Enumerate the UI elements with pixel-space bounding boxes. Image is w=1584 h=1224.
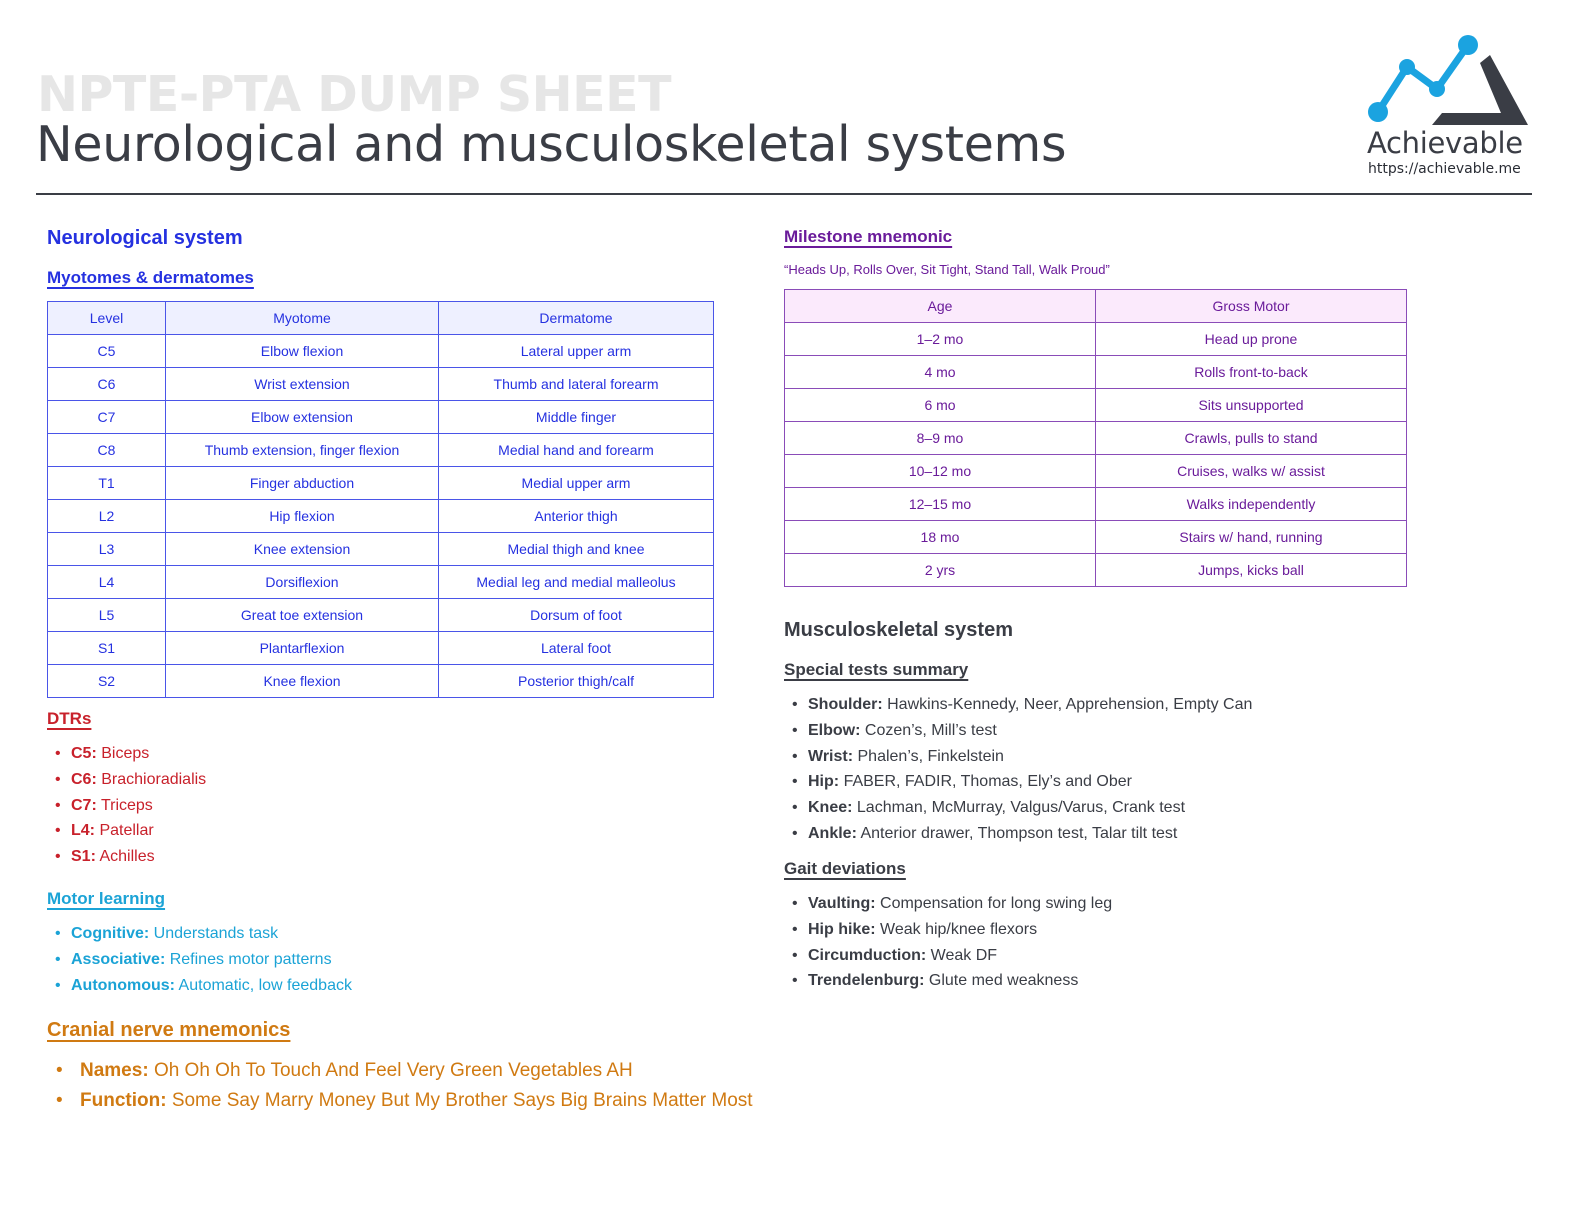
- table-cell: Thumb extension, finger flexion: [166, 434, 439, 467]
- item-text: Some Say Marry Money But My Brother Says Big Brains Matter Most: [171, 1090, 753, 1111]
- list-item: [808, 917, 1112, 943]
- table-cell: T1: [48, 467, 166, 500]
- table-cell: 10–12 mo: [785, 455, 1096, 488]
- table-cell: Hip flexion: [166, 500, 439, 533]
- item-label: Circumduction:: [808, 946, 927, 964]
- table-cell: Elbow extension: [166, 401, 439, 434]
- motor-learning-title: Motor learning: [47, 889, 166, 908]
- item-text: Understands task: [153, 925, 279, 942]
- table-cell: Dorsiflexion: [166, 566, 439, 599]
- table-row: [785, 323, 1407, 356]
- table-header-row: [48, 302, 714, 335]
- item-text: Cozen’s, Mill’s test: [864, 721, 997, 739]
- item-label: Cognitive:: [71, 925, 150, 942]
- table-cell: Great toe extension: [166, 599, 439, 632]
- list-item: [808, 891, 1112, 917]
- table-row: [785, 554, 1407, 587]
- list-item: [71, 921, 352, 947]
- list-item: [808, 692, 1252, 718]
- item-text: Weak DF: [930, 946, 998, 964]
- table-cell: Middle finger: [439, 401, 714, 434]
- item-label: Elbow:: [808, 721, 861, 739]
- column-header: Myotome: [166, 302, 439, 335]
- table-cell: S2: [48, 665, 166, 698]
- dtrs-list: [47, 741, 206, 870]
- item-label: L4:: [71, 822, 95, 840]
- milestone-title: Milestone mnemonic: [784, 227, 953, 246]
- table-row: [48, 434, 714, 467]
- special-tests-list: [784, 692, 1252, 847]
- table-cell: Rolls front-to-back: [1096, 356, 1407, 389]
- table-cell: Wrist extension: [166, 368, 439, 401]
- list-item: [80, 1056, 753, 1086]
- item-text: Anterior drawer, Thompson test, Talar tilt test: [860, 824, 1178, 842]
- table-row: [785, 389, 1407, 422]
- table-cell: Elbow flexion: [166, 335, 439, 368]
- list-item: [808, 718, 1252, 744]
- column-header: Level: [48, 302, 166, 335]
- table-cell: 4 mo: [785, 356, 1096, 389]
- item-label: Vaulting:: [808, 895, 876, 912]
- page-title: Neurological and musculoskeletal systems: [36, 116, 1067, 173]
- table-cell: 2 yrs: [785, 554, 1096, 587]
- table-cell: 18 mo: [785, 521, 1096, 554]
- table-cell: Dorsum of foot: [439, 599, 714, 632]
- sheet-kicker: NPTE-PTA DUMP SHEET: [37, 66, 672, 123]
- special-tests-title: Special tests summary: [784, 660, 969, 679]
- table-row: [48, 368, 714, 401]
- table-row: [48, 335, 714, 368]
- logo-name: Achievable: [1367, 126, 1523, 160]
- item-text: Hawkins-Kennedy, Neer, Apprehension, Empty Can: [887, 696, 1253, 713]
- gait-title: Gait deviations: [784, 859, 906, 878]
- motor-learning-list: [47, 921, 352, 998]
- table-cell: L3: [48, 533, 166, 566]
- table-cell: L4: [48, 566, 166, 599]
- item-text: Lachman, McMurray, Valgus/Varus, Crank test: [856, 799, 1186, 817]
- item-label: Shoulder:: [808, 696, 883, 713]
- neuro-section-title: Neurological system: [47, 227, 243, 249]
- table-row: [48, 500, 714, 533]
- list-item: [71, 947, 352, 973]
- list-item: [71, 844, 206, 870]
- myotomes-title: Myotomes & dermatomes: [47, 268, 254, 287]
- item-label: C6:: [71, 770, 97, 788]
- dtrs-title: DTRs: [47, 709, 92, 728]
- list-item: [808, 968, 1112, 994]
- list-item: [808, 769, 1252, 795]
- item-label: Knee:: [808, 799, 853, 817]
- table-cell: Head up prone: [1096, 323, 1407, 356]
- list-item: [71, 973, 352, 999]
- table-cell: 6 mo: [785, 389, 1096, 422]
- table-cell: L2: [48, 500, 166, 533]
- item-label: Hip:: [808, 773, 840, 791]
- table-row: [48, 566, 714, 599]
- table-cell: 12–15 mo: [785, 488, 1096, 521]
- header-divider: [36, 193, 1532, 195]
- cranial-title: Cranial nerve mnemonics: [47, 1019, 291, 1041]
- list-item: [71, 767, 206, 793]
- table-row: [48, 467, 714, 500]
- table-row: [48, 599, 714, 632]
- table-header-row: [785, 290, 1407, 323]
- table-cell: Lateral upper arm: [439, 335, 714, 368]
- table-cell: 8–9 mo: [785, 422, 1096, 455]
- table-cell: Stairs w/ hand, running: [1096, 521, 1407, 554]
- item-text: Brachioradialis: [101, 770, 207, 788]
- item-text: Triceps: [100, 796, 153, 814]
- table-row: [785, 488, 1407, 521]
- table-cell: Plantarflexion: [166, 632, 439, 665]
- table-row: [48, 665, 714, 698]
- table-cell: C6: [48, 368, 166, 401]
- table-row: [48, 401, 714, 434]
- item-text: Phalen’s, Finkelstein: [857, 747, 1004, 765]
- table-cell: Finger abduction: [166, 467, 439, 500]
- list-item: [808, 943, 1112, 969]
- table-cell: Knee extension: [166, 533, 439, 566]
- table-cell: Anterior thigh: [439, 500, 714, 533]
- item-text: Oh Oh Oh To Touch And Feel Very Green Vegetables AH: [153, 1060, 633, 1081]
- item-label: Ankle:: [808, 824, 857, 842]
- column-header: Gross Motor: [1096, 290, 1407, 323]
- column-header: Dermatome: [439, 302, 714, 335]
- item-label: Trendelenburg:: [808, 972, 925, 990]
- milestone-table: [784, 289, 1407, 587]
- milestone-quote: “Heads Up, Rolls Over, Sit Tight, Stand Tall, Walk Proud”: [784, 262, 1110, 277]
- item-label: Function:: [80, 1090, 167, 1111]
- list-item: [808, 821, 1252, 847]
- table-cell: L5: [48, 599, 166, 632]
- table-cell: Crawls, pulls to stand: [1096, 422, 1407, 455]
- table-cell: Cruises, walks w/ assist: [1096, 455, 1407, 488]
- item-text: FABER, FADIR, Thomas, Ely’s and Ober: [843, 773, 1132, 791]
- item-label: C5:: [71, 745, 97, 762]
- item-text: Glute med weakness: [928, 972, 1079, 990]
- list-item: [71, 741, 206, 767]
- table-cell: Jumps, kicks ball: [1096, 554, 1407, 587]
- list-item: [71, 793, 206, 819]
- musculo-section-title: Musculoskeletal system: [784, 619, 1013, 641]
- table-cell: Medial upper arm: [439, 467, 714, 500]
- table-cell: Thumb and lateral forearm: [439, 368, 714, 401]
- table-cell: C7: [48, 401, 166, 434]
- item-label: S1:: [71, 848, 96, 866]
- column-header: Age: [785, 290, 1096, 323]
- table-cell: Medial hand and forearm: [439, 434, 714, 467]
- list-item: [808, 744, 1252, 770]
- table-row: [785, 521, 1407, 554]
- logo-url[interactable]: https://achievable.me: [1368, 161, 1521, 177]
- table-cell: Medial leg and medial malleolus: [439, 566, 714, 599]
- item-text: Refines motor patterns: [169, 950, 332, 968]
- item-text: Achilles: [99, 848, 155, 866]
- table-row: [48, 533, 714, 566]
- item-text: Patellar: [99, 822, 154, 840]
- table-cell: Knee flexion: [166, 665, 439, 698]
- myotomes-table: [47, 301, 714, 698]
- list-item: [808, 795, 1252, 821]
- item-label: Hip hike:: [808, 920, 876, 938]
- table-cell: S1: [48, 632, 166, 665]
- item-text: Biceps: [101, 745, 150, 762]
- table-cell: Walks independently: [1096, 488, 1407, 521]
- table-row: [785, 356, 1407, 389]
- item-label: Associative:: [71, 950, 166, 968]
- table-cell: C5: [48, 335, 166, 368]
- achievable-logo[interactable]: [1362, 33, 1534, 183]
- item-text: Automatic, low feedback: [178, 976, 352, 994]
- item-label: Wrist:: [808, 747, 854, 765]
- table-cell: Medial thigh and knee: [439, 533, 714, 566]
- chart-triangle-logo-icon: [1362, 33, 1534, 128]
- table-cell: Posterior thigh/calf: [439, 665, 714, 698]
- table-cell: 1–2 mo: [785, 323, 1096, 356]
- cranial-list: [47, 1056, 753, 1116]
- table-cell: Lateral foot: [439, 632, 714, 665]
- gait-list: [784, 891, 1112, 994]
- item-label: C7:: [71, 796, 97, 814]
- list-item: [71, 818, 206, 844]
- item-text: Weak hip/knee flexors: [880, 920, 1038, 938]
- list-item: [80, 1086, 753, 1116]
- table-row: [785, 455, 1407, 488]
- item-label: Autonomous:: [71, 976, 175, 994]
- item-text: Compensation for long swing leg: [880, 895, 1113, 912]
- table-row: [785, 422, 1407, 455]
- table-cell: Sits unsupported: [1096, 389, 1407, 422]
- item-label: Names:: [80, 1060, 149, 1081]
- table-row: [48, 632, 714, 665]
- table-cell: C8: [48, 434, 166, 467]
